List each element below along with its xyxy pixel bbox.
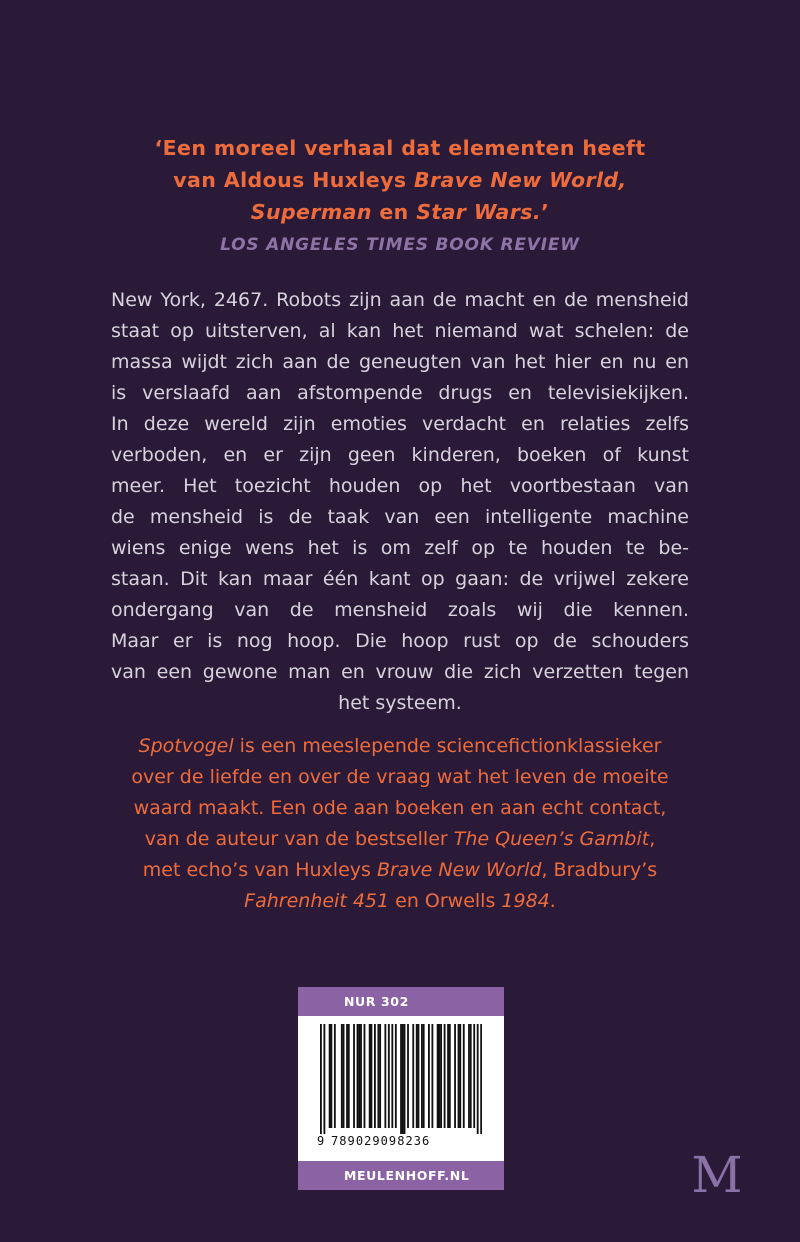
barcode-bar bbox=[371, 1024, 373, 1128]
barcode-bar bbox=[428, 1024, 430, 1128]
synopsis-line: New York, 2467. Robots zijn aan de macht en de mensheid bbox=[111, 289, 689, 311]
barcode-bar bbox=[404, 1024, 406, 1134]
barcode-bar bbox=[379, 1024, 381, 1128]
book-title: Spotvogel bbox=[138, 735, 234, 757]
barcode-bar bbox=[412, 1024, 414, 1128]
barcode-bar bbox=[388, 1024, 390, 1128]
nur-code: NUR 302 bbox=[298, 987, 504, 1016]
barcode-bar bbox=[334, 1024, 336, 1128]
promo-line bbox=[111, 824, 689, 855]
publisher-website: MEULENHOFF.NL bbox=[298, 1161, 504, 1190]
barcode-bar bbox=[330, 1024, 332, 1128]
synopsis-line: wiens enige wens het is om zelf op te houden te be- bbox=[111, 537, 689, 559]
barcode-bar bbox=[416, 1024, 418, 1128]
barcode-bar bbox=[468, 1024, 470, 1128]
promo-line: waard maakt. Een ode aan boeken en aan echt contact, bbox=[133, 797, 667, 819]
quote-line-1: ‘Een moreel verhaal dat elementen heeft bbox=[154, 136, 646, 160]
review-quote bbox=[80, 132, 720, 228]
promo-line: over de liefde en over de vraag wat het leven de moeite bbox=[131, 766, 669, 788]
barcode-bar bbox=[343, 1024, 345, 1128]
barcode-bar bbox=[384, 1024, 386, 1128]
barcode-bar bbox=[348, 1024, 350, 1128]
barcode-bar bbox=[447, 1024, 449, 1128]
synopsis-paragraph bbox=[111, 285, 689, 719]
quote-title-brave-new-world: Brave New World, bbox=[414, 168, 627, 192]
barcode-bar bbox=[449, 1024, 451, 1128]
barcode-bar bbox=[418, 1024, 420, 1128]
promo-text: , Bradbury’s bbox=[541, 859, 658, 881]
barcode-bar bbox=[358, 1024, 360, 1128]
barcode-bar bbox=[369, 1024, 371, 1128]
barcode-bar bbox=[400, 1024, 402, 1134]
barcode-bar bbox=[323, 1024, 325, 1134]
barcode-bar bbox=[407, 1024, 409, 1128]
quote-line-3 bbox=[80, 196, 720, 228]
barcode-label bbox=[298, 987, 504, 1190]
quote-line-2 bbox=[80, 164, 720, 196]
barcode-bar bbox=[402, 1024, 404, 1134]
promo-text: is een meeslepende sciencefictionklassieker bbox=[233, 735, 662, 757]
barcode-bar bbox=[421, 1024, 423, 1128]
barcode-bar bbox=[360, 1024, 362, 1128]
barcode-bar bbox=[458, 1024, 460, 1128]
synopsis-line: ondergang van de mensheid zoals wij die kennen. bbox=[111, 599, 689, 621]
barcode-bar bbox=[438, 1024, 440, 1128]
title-queens-gambit: The Queen’s Gambit bbox=[453, 828, 650, 850]
barcode-bar bbox=[341, 1024, 343, 1128]
barcode-bar bbox=[480, 1024, 482, 1134]
synopsis-line: de mensheid is de taak van een intelligente machine bbox=[111, 506, 689, 528]
publisher-logo-icon: M bbox=[691, 1146, 743, 1204]
barcode-bar bbox=[395, 1024, 397, 1128]
promo-line bbox=[111, 855, 689, 886]
barcode-bar bbox=[463, 1024, 465, 1128]
barcode-bar bbox=[473, 1024, 475, 1128]
synopsis-line: verboden, en er zijn geen kinderen, boeken of kunst bbox=[111, 444, 689, 466]
quote-title-star-wars: Star Wars. bbox=[416, 200, 542, 224]
promo-line bbox=[111, 731, 689, 762]
synopsis-line: massa wijdt zich aan de geneugten van het hier en nu en bbox=[111, 351, 689, 373]
title-brave-new-world: Brave New World bbox=[376, 859, 542, 881]
barcode-bar bbox=[454, 1024, 456, 1128]
synopsis-line: meer. Het toezicht houden op het voortbestaan van bbox=[111, 475, 689, 497]
barcode-bar bbox=[357, 1024, 359, 1128]
barcode-bar bbox=[346, 1024, 348, 1128]
synopsis-line: Maar er is nog hoop. Die hoop rust op de schouders bbox=[111, 630, 689, 652]
synopsis-line: In deze wereld zijn emoties verdacht en relaties zelfs bbox=[111, 413, 689, 435]
title-fahrenheit-451: Fahrenheit 451 bbox=[244, 890, 390, 912]
synopsis-line: staat op uitsterven, al kan het niemand wat schelen: de bbox=[111, 320, 689, 342]
promo-line bbox=[111, 886, 689, 917]
barcode-bar bbox=[364, 1024, 366, 1128]
barcode-bar bbox=[459, 1024, 461, 1128]
title-1984: 1984 bbox=[501, 890, 550, 912]
barcode-bar bbox=[374, 1024, 376, 1128]
isbn-number bbox=[317, 1134, 489, 1150]
barcode-bar bbox=[431, 1024, 433, 1128]
barcode-bar bbox=[320, 1024, 322, 1134]
promo-paragraph bbox=[111, 731, 689, 917]
synopsis-line: van een gewone man en vrouw die zich verzetten tegen bbox=[111, 661, 689, 683]
barcode-bar bbox=[444, 1024, 446, 1128]
promo-text: en Orwells bbox=[389, 890, 502, 912]
synopsis-line: staan. Dit kan maar één kant op gaan: de vrijwel zekere bbox=[111, 568, 689, 590]
quote-source: LOS ANGELES TIMES BOOK REVIEW bbox=[220, 235, 580, 255]
isbn-prefix-digit: 9 bbox=[317, 1134, 325, 1148]
barcode-bar bbox=[423, 1024, 425, 1128]
synopsis-line: is verslaafd aan afstompende drugs en televisiekijken. bbox=[111, 382, 689, 404]
synopsis-line: het systeem. bbox=[338, 692, 462, 714]
promo-text: van de auteur van de bestseller bbox=[144, 828, 454, 850]
quote-text: en bbox=[371, 200, 417, 224]
promo-text: , bbox=[649, 828, 656, 850]
barcode-bar bbox=[477, 1024, 479, 1134]
barcode-bar bbox=[391, 1024, 393, 1128]
promo-text: . bbox=[549, 890, 556, 912]
barcode-bar bbox=[377, 1024, 379, 1128]
barcode-bar bbox=[470, 1024, 472, 1128]
barcode-bar bbox=[329, 1024, 331, 1128]
quote-close-mark: ’ bbox=[541, 200, 550, 224]
barcode-bar bbox=[353, 1024, 355, 1128]
barcode-icon bbox=[320, 1024, 482, 1134]
quote-title-superman: Superman bbox=[250, 200, 372, 224]
barcode-bar bbox=[440, 1024, 442, 1128]
promo-text: met echo’s van Huxleys bbox=[142, 859, 377, 881]
quote-text: van Aldous Huxleys bbox=[173, 168, 415, 192]
barcode-bar bbox=[437, 1024, 439, 1128]
isbn-digits: 789029098236 bbox=[331, 1134, 431, 1148]
